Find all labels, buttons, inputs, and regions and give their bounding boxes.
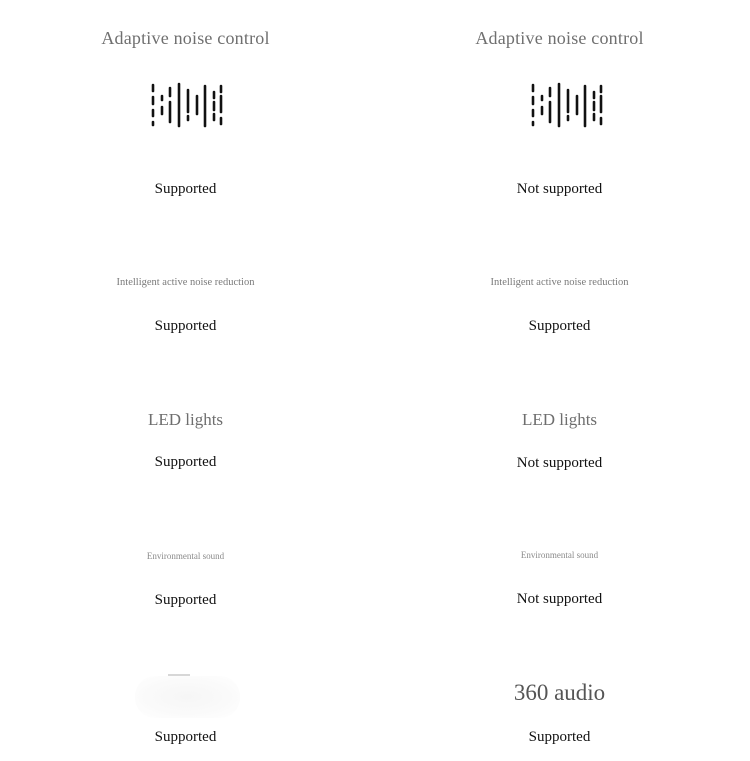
adaptive-noise-control-title: Adaptive noise control [101, 28, 270, 48]
360-audio-status: Supported [528, 729, 591, 745]
led-lights-title: LED lights [147, 410, 224, 429]
environmental-sound-status: Not supported [516, 591, 603, 607]
environmental-sound-title: Environmental sound [146, 551, 225, 561]
blurred-feature-title [135, 676, 240, 718]
intelligent-anc-title: Intelligent active noise reduction [490, 277, 629, 288]
intelligent-anc-status: Supported [154, 318, 217, 334]
bottom-feature-status: Supported [154, 729, 217, 745]
environmental-sound-title: Environmental sound [520, 550, 599, 560]
adaptive-noise-control-status: Supported [154, 181, 217, 197]
blurred-feature-mark [168, 674, 190, 676]
led-lights-status: Not supported [516, 455, 603, 471]
led-lights-title: LED lights [521, 410, 598, 429]
intelligent-anc-title: Intelligent active noise reduction [116, 277, 255, 288]
intelligent-anc-status: Supported [528, 318, 591, 334]
led-lights-status: Supported [154, 454, 217, 470]
waveform-icon [150, 82, 224, 128]
360-audio-title: 360 audio [513, 680, 606, 705]
environmental-sound-status: Supported [154, 592, 217, 608]
right-product-column [375, 0, 750, 761]
adaptive-noise-control-status: Not supported [516, 181, 603, 197]
adaptive-noise-control-title: Adaptive noise control [475, 28, 644, 48]
waveform-icon [530, 82, 604, 128]
